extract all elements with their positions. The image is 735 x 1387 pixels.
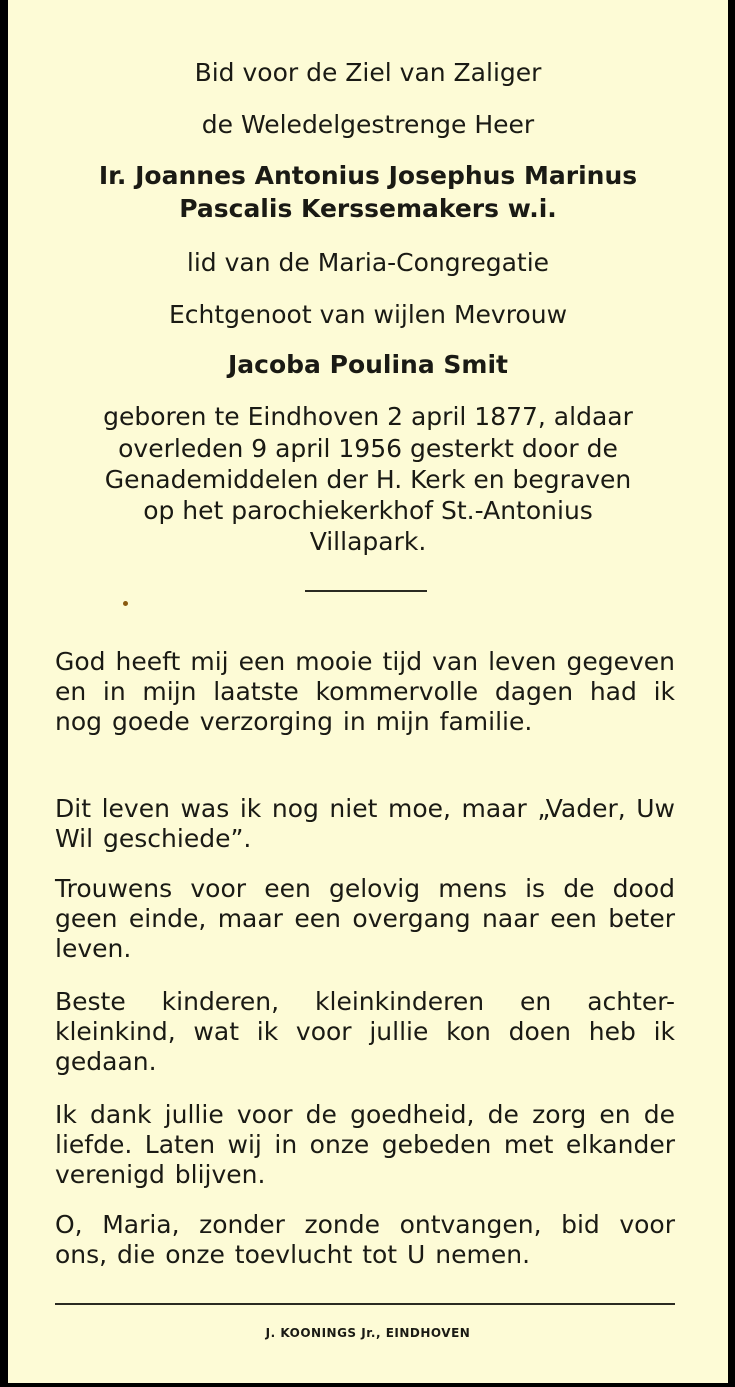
memorial-card (8, 0, 728, 1383)
prayer-heading: Bid voor de Ziel van Zaliger (194, 58, 542, 87)
section-divider (305, 590, 427, 592)
bio-line: overleden 9 april 1956 gesterkt door de (118, 434, 618, 463)
bio-line: Genademiddelen der H. Kerk en begraven (104, 465, 632, 494)
title-line: de Weledelgestrenge Heer (201, 110, 535, 139)
deceased-name-line2: Pascalis Kerssemakers w.i. (179, 194, 557, 223)
membership-line: lid van de Maria-Congregatie (186, 248, 550, 277)
paragraph: Beste kinderen, kleinkinderen en achter-kleinkind, wat ik voor jullie kon doen heb ik gedaan. (55, 987, 675, 1076)
bio-line: geboren te Eindhoven 2 april 1877, aldaar (103, 402, 633, 431)
paper-speck (123, 601, 128, 606)
paragraph: Dit leven was ik nog niet moe, maar „Vader, Uw Wil geschiede”. (55, 794, 675, 853)
paragraph: Ik dank jullie voor de goedheid, de zorg en de liefde. Laten wij in onze gebeden met elkander verenigd blijven. (55, 1100, 675, 1189)
paragraph: Trouwens voor een gelovig mens is de dood geen einde, maar een overgang naar een beter leven. (55, 874, 675, 963)
paragraph: O, Maria, zonder zonde ontvangen, bid voor ons, die onze toevlucht tot U nemen. (55, 1210, 675, 1269)
printer-credit: J. KOONINGS Jr., EINDHOVEN (265, 1326, 471, 1340)
bio-line: op het parochiekerkhof St.-Antonius (143, 496, 593, 525)
spouse-intro-line: Echtgenoot van wijlen Mevrouw (168, 300, 568, 329)
bio-line: Villapark. (309, 527, 427, 556)
deceased-name-line1: Ir. Joannes Antonius Josephus Marinus (98, 161, 638, 190)
footer-divider (55, 1303, 675, 1305)
paragraph: God heeft mij een mooie tijd van leven gegeven en in mijn laatste kommervolle dagen had ik nog goede verzorging in mijn familie. (55, 647, 675, 736)
spouse-name: Jacoba Poulina Smit (227, 350, 509, 379)
